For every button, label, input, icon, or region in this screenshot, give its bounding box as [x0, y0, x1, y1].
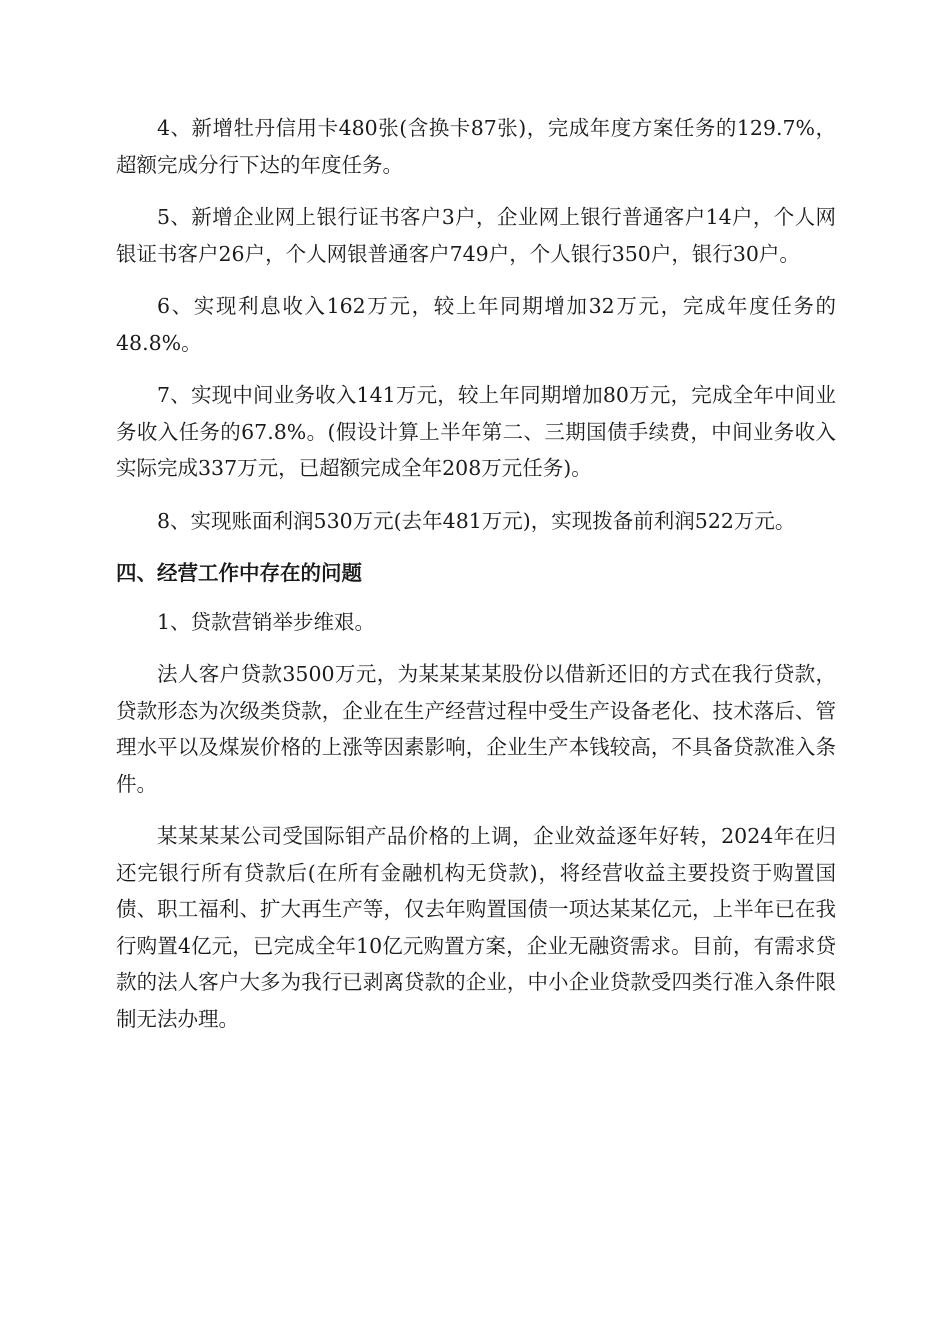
result-item-6: 6、实现利息收入162万元，较上年同期增加32万元，完成年度任务的48.8%。 [116, 294, 836, 355]
problem-paragraph: 法人客户贷款3500万元，为某某某某股份以借新还旧的方式在我行贷款，贷款形态为次级类贷款，企业在生产经营过程中受生产设备老化、技术落后、管理水平以及煤炭价格的上涨等因素影响，企业生产本钱较高，不具备贷款准入条件。 [116, 662, 836, 796]
result-item-4: 4、新增牡丹信用卡480张(含换卡87张)，完成年度方案任务的129.7%，超额完成分行下达的年度任务。 [116, 116, 836, 177]
result-item-5: 5、新增企业网上银行证书客户3户，企业网上银行普通客户14户，个人网银证书客户26户，个人网银普通客户749户，个人银行350户，银行30户。 [116, 205, 836, 266]
section-heading: 四、经营工作中存在的问题 [116, 561, 362, 585]
document-page [116, 110, 836, 1053]
problem-paragraph: 某某某某公司受国际钼产品价格的上调，企业效益逐年好转，2024年在归还完银行所有贷款后(在所有金融机构无贷款)，将经营收益主要投资于购置国债、职工福利、扩大再生产等，仅去年购置国债一项达某某亿元，上半年已在我行购置4亿元，已完成全年10亿元购置方案，企业无融资需求。目前，有需求贷款的法人客户大多为我行已剥离贷款的企业，中小企业贷款受四类行准入条件限制无法办理。 [116, 824, 836, 1031]
problem-title: 1、贷款营销举步维艰。 [157, 609, 376, 634]
result-item-8: 8、实现账面利润530万元(去年481万元)，实现拨备前利润522万元。 [157, 508, 796, 533]
result-item-7: 7、实现中间业务收入141万元，较上年同期增加80万元，完成全年中间业务收入任务的67.8%。(假设计算上半年第二、三期国债手续费，中间业务收入实际完成337万元，已超额完成全年208万元任务)。 [116, 383, 836, 480]
